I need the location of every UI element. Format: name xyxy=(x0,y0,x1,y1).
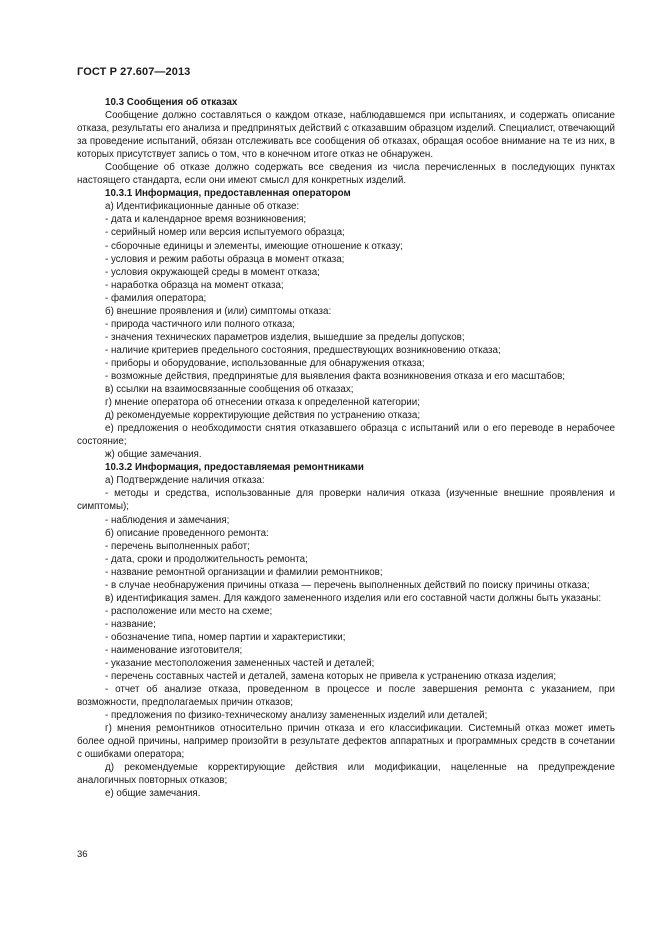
list-item: - название; xyxy=(105,618,156,630)
list-item: - дата, сроки и продолжительность ремонта; xyxy=(105,553,308,565)
list-item: - условия окружающей среды в момент отказа; xyxy=(105,266,320,278)
list-item: б) описание проведенного ремонта: xyxy=(105,527,269,539)
list-item: б) внешние проявления и (или) симптомы отказа: xyxy=(105,305,332,317)
list-item: - сборочные единицы и элементы, имеющие отношение к отказу; xyxy=(105,240,403,252)
list-item: а) Подтверждение наличия отказа: xyxy=(105,475,265,487)
list-item: - методы и средства, использованные для проверки наличия отказа (изученные внешние проявления и симптомы); xyxy=(77,488,615,513)
list-item: - отчет об анализе отказа, проведенном в процессе и после завершения ремонта с указанием, при возможности, предполагаемых причин отказов; xyxy=(77,684,615,709)
list-item: - дата и календарное время возникновения; xyxy=(105,214,307,226)
list-item: - предложения по физико-техническому анализу замененных изделий или деталей; xyxy=(105,710,488,722)
list-item: - наименование изготовителя; xyxy=(105,644,243,656)
list-item: - перечень составных частей и деталей, замена которых не привела к устранению отказа изделия; xyxy=(105,671,557,683)
page-number: 36 xyxy=(77,849,88,860)
list-item: е) общие замечания. xyxy=(105,788,201,800)
list-item: г) мнения ремонтников относительно причин отказа и его классификации. Системный отказ может иметь более одной причины, например произойти в результате дефектов аппаратных и программных средств в сочетании с ошибками оператора; xyxy=(77,723,615,761)
list-item: - название ремонтной организации и фамилии ремонтников; xyxy=(105,566,383,578)
list-item: д) рекомендуемые корректирующие действия или модификации, нацеленные на предупреждение аналогичных повторных отказов; xyxy=(77,762,615,787)
list-item: - в случае необнаружения причины отказа — перечень выполненных действий по поиску причины отказа; xyxy=(105,579,590,591)
list-item: - приборы и оборудование, использованные для обнаружения отказа; xyxy=(105,357,425,369)
list-item: г) мнение оператора об отнесении отказа к определенной категории; xyxy=(105,397,420,409)
document-body xyxy=(77,96,615,801)
list-item: в) ссылки на взаимосвязанные сообщения об отказах; xyxy=(105,384,354,396)
list-item: - природа частичного или полного отказа; xyxy=(105,318,295,330)
section-heading: 10.3 Сообщения об отказах xyxy=(105,97,238,108)
subsection-heading: 10.3.2 Информация, предоставляемая ремонтниками xyxy=(105,462,364,474)
list-item: е) предложения о необходимости снятия отказавшего образца с испытаний или о его переводе в нерабочее состояние; xyxy=(77,423,615,448)
list-item: - наблюдения и замечания; xyxy=(105,514,230,526)
list-item: а) Идентификационные данные об отказе: xyxy=(105,201,300,213)
paragraph: Сообщение об отказе должно содержать все сведения из числа перечисленных в последующих пунктах настоящего стандарта, если они имеют смысл для конкретных изделий. xyxy=(77,162,615,187)
list-item: - обозначение типа, номер партии и характеристики; xyxy=(105,631,346,643)
list-item: - значения технических параметров изделия, вышедшие за пределы допусков; xyxy=(105,331,465,343)
subsection-heading: 10.3.1 Информация, предоставленная оператором xyxy=(105,188,351,200)
list-item: - наработка образца на момент отказа; xyxy=(105,279,284,291)
list-item: д) рекомендуемые корректирующие действия по устранению отказа; xyxy=(105,410,421,422)
paragraph: Сообщение должно составляться о каждом отказе, наблюдавшемся при испытаниях, и содержать описание отказа, результаты его анализа и предпринятых действий с отказавшим образцом изделий. Специалист, отвечающий за проведение испытаний, обязан отслеживать все сообщения об отказах, обращая особое внимание на те из них, в которых присутствует запись о том, что в конечном итоге отказ не обнаружен. xyxy=(77,110,615,161)
list-item: - наличие критериев предельного состояния, предшествующих возникновению отказа; xyxy=(105,344,501,356)
list-item: - фамилия оператора; xyxy=(105,292,207,304)
list-item: - возможные действия, предпринятые для выявления факта возникновения отказа и его масштабов; xyxy=(105,370,566,382)
list-item: ж) общие замечания. xyxy=(105,449,202,461)
list-item: - указание местоположения замененных частей и деталей; xyxy=(105,658,375,670)
list-item: - перечень выполненных работ; xyxy=(105,540,250,552)
list-item: в) идентификация замен. Для каждого замененного изделия или его составной части должны быть указаны: xyxy=(105,592,602,604)
list-item: - расположение или место на схеме; xyxy=(105,605,273,617)
document-header: ГОСТ Р 27.607—2013 xyxy=(77,66,191,78)
list-item: - условия и режим работы образца в момент отказа; xyxy=(105,253,345,265)
list-item: - серийный номер или версия испытуемого образца; xyxy=(105,227,345,239)
